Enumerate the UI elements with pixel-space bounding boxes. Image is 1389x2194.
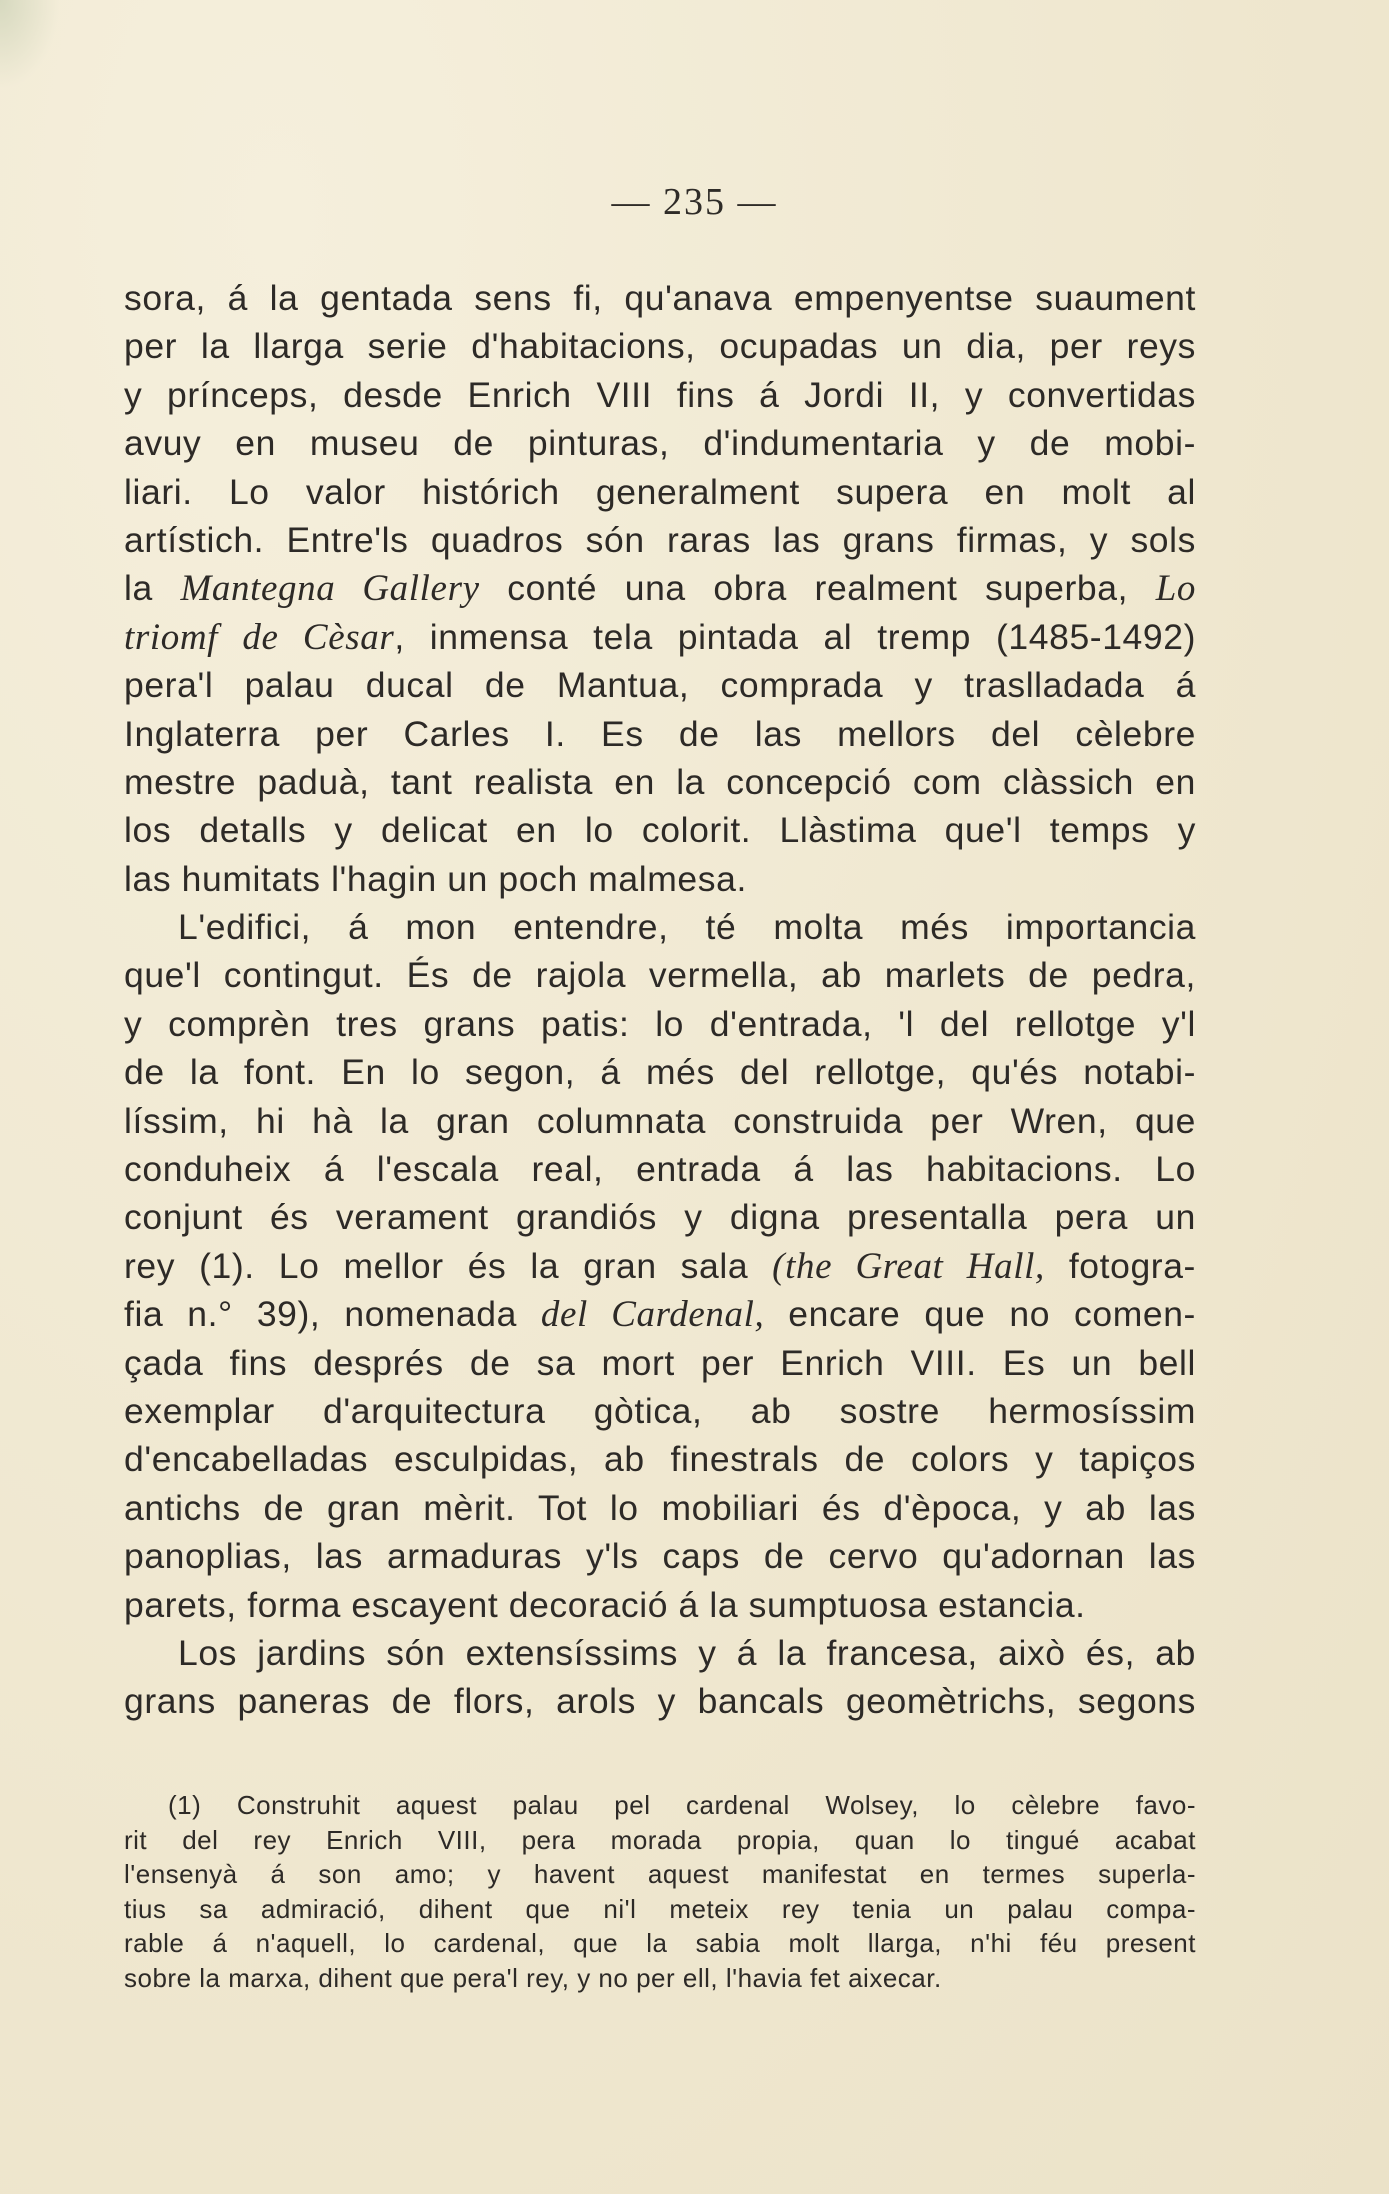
text-line [124, 1290, 1196, 1338]
text-line: y prínceps, desde Enrich VIII fins á Jordi II, y convertidas [124, 374, 1196, 415]
italic-title: Mantegna Gallery [180, 568, 480, 610]
footnote-line: (1) Construhit aquest palau pel cardenal Wolsey, lo cèlebre favo- [168, 1790, 1196, 1820]
text-line: Inglaterra per Carles I. Es de las mellors del cèlebre [124, 713, 1196, 754]
italic-title: (the Great Hall, [772, 1245, 1045, 1287]
text-line: pera'l palau ducal de Mantua, comprada y traslladada á [124, 665, 1196, 706]
text-line: çada fins després de sa mort per Enrich VIII. Es un bell [124, 1342, 1196, 1383]
text-line [124, 564, 1196, 612]
text-line: conjunt és verament grandiós y digna presentalla pera un [124, 1197, 1196, 1238]
text-line: de la font. En lo segon, á més del rellotge, qu'és notabi- [124, 1052, 1196, 1093]
text-fragment: conté una obra realment superba, [479, 568, 1156, 609]
page-number: — 235 — [611, 181, 778, 223]
footnote-line: tius sa admiració, dihent que ni'l meteix rey tenia un palau compa- [124, 1893, 1196, 1924]
text-line [124, 613, 1196, 661]
italic-title: Lo [1155, 568, 1196, 610]
italic-title: del Cardenal, [540, 1294, 765, 1336]
text-line: L'edifici, á mon entendre, té molta més importancia [178, 907, 1196, 948]
footnote-line: l'ensenyà á son amo; y havent aquest manifestat en termes superla- [124, 1859, 1196, 1890]
text-line: d'encabelladas esculpidas, ab finestrals de colors y tapiços [124, 1439, 1196, 1480]
text-line: per la llarga serie d'habitacions, ocupadas un dia, per reys [124, 326, 1196, 367]
text-line: liari. Lo valor histórich generalment supera en molt al [124, 471, 1196, 512]
text-line: y comprèn tres grans patis: lo d'entrada, 'l del rellotge y'l [124, 1003, 1196, 1044]
text-line: sora, á la gentada sens fi, qu'anava empenyentse suaument [124, 278, 1196, 318]
text-fragment: , inmensa tela pintada al tremp (1485-1492) [394, 616, 1197, 657]
text-line: parets, forma escayent decoració á la sumptuosa estancia. [124, 1584, 1086, 1625]
footnote-line: rable á n'aquell, lo cardenal, que la sabia molt llarga, n'hi féu present [124, 1928, 1196, 1959]
text-line: las humitats l'hagin un poch malmesa. [124, 858, 747, 899]
text-line: artístich. Entre'ls quadros són raras las grans firmas, y sols [124, 519, 1196, 560]
text-fragment: rey (1). Lo mellor és la gran sala [124, 1245, 773, 1286]
footnote-line: sobre la marxa, dihent que pera'l rey, y no per ell, l'havia fet aixecar. [124, 1962, 942, 1993]
text-line: grans paneras de flors, arols y bancals geomètrichs, segons [124, 1681, 1196, 1722]
text-line [124, 1242, 1196, 1290]
text-fragment: fia n.° 39), nomenada [124, 1294, 541, 1335]
footnote [124, 1788, 1196, 1996]
text-line: conduheix á l'escala real, entrada á las habitacions. Lo [124, 1149, 1196, 1190]
text-fragment: fotogra- [1044, 1245, 1196, 1286]
footnote-line: rit del rey Enrich VIII, pera morada propia, quan lo tingué acabat [124, 1824, 1196, 1855]
text-line: los detalls y delicat en lo colorit. Llàstima que'l temps y [124, 810, 1196, 851]
text-line: antichs de gran mèrit. Tot lo mobiliari és d'època, y ab las [124, 1487, 1196, 1528]
text-fragment: encare que no comen- [764, 1294, 1196, 1335]
page-stain [0, 0, 60, 90]
text-fragment: la [124, 568, 181, 609]
main-text [124, 274, 1196, 1726]
text-line: avuy en museu de pinturas, d'indumentaria y de mobi- [124, 423, 1196, 464]
text-line: mestre paduà, tant realista en la concepció com clàssich en [124, 761, 1196, 802]
text-line: que'l contingut. És de rajola vermella, ab marlets de pedra, [124, 955, 1196, 996]
text-line: Los jardins són extensíssims y á la francesa, això és, ab [178, 1632, 1196, 1673]
text-line: exemplar d'arquitectura gòtica, ab sostre hermosíssim [124, 1390, 1196, 1431]
text-line: líssim, hi hà la gran columnata construida per Wren, que [124, 1100, 1196, 1141]
italic-title: triomf de Cèsar [124, 616, 395, 658]
text-line: panoplias, las armaduras y'ls caps de cervo qu'adornan las [124, 1536, 1196, 1577]
